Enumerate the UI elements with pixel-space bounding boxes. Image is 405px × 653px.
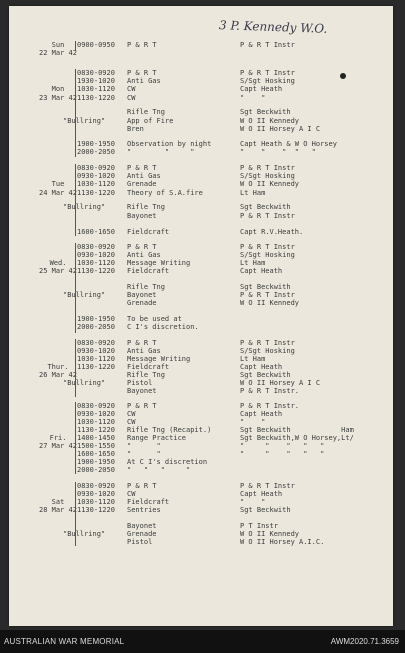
time-slot: 1130-1220 <box>77 363 115 371</box>
subject: CW <box>127 418 136 426</box>
subject: P & R T <box>127 41 157 49</box>
instructor: Capt Heath <box>240 85 283 93</box>
day-label: Mon <box>51 85 65 93</box>
instructor: P & R T Instr. <box>240 387 300 395</box>
time-slot: 2000-2050 <box>77 466 115 474</box>
time-slot: 0830-0920 <box>77 402 115 410</box>
subject: App of Fire <box>127 117 174 125</box>
subject: Fieldcraft <box>127 498 170 506</box>
subject: " " <box>127 450 161 458</box>
instructor: W O II Horsey A.I.C. <box>240 538 325 546</box>
day-label: 26 Mar 42 <box>39 371 77 379</box>
schedule-row <box>9 94 393 103</box>
subject: Pistol <box>127 379 153 387</box>
schedule-row <box>9 189 393 198</box>
schedule-row <box>9 299 393 308</box>
brace-thu <box>75 339 76 397</box>
time-slot: 2000-2050 <box>77 148 115 156</box>
subject: CW <box>127 85 136 93</box>
schedule-row <box>9 203 393 212</box>
subject: Message Writing <box>127 259 191 267</box>
subject: " " " " <box>127 466 191 474</box>
instructor: W O II Kennedy <box>240 180 300 188</box>
subject: Bayonet <box>127 522 157 530</box>
subject: Fieldcraft <box>127 363 170 371</box>
subject: Rifle Tng <box>127 283 165 291</box>
subject: Rifle Tng <box>127 371 165 379</box>
time-slot: 0930-1020 <box>77 490 115 498</box>
instructor: Lt Ham <box>240 355 266 363</box>
subject: Message Writing <box>127 355 191 363</box>
subject: Grenade <box>127 299 157 307</box>
time-slot: 1030-1120 <box>77 355 115 363</box>
time-slot: 1900-1950 <box>77 315 115 323</box>
subject: P & R T <box>127 243 157 251</box>
brace-sun <box>75 41 76 51</box>
subject: Grenade <box>127 530 157 538</box>
instructor: Capt Heath <box>240 490 283 498</box>
instructor: W O II Horsey A I C <box>240 125 321 133</box>
schedule-row <box>9 323 393 332</box>
bullring-label: "Bullring" <box>63 530 106 538</box>
subject: Range Practice <box>127 434 187 442</box>
instructor: P & R T Instr <box>240 69 295 77</box>
day-label: 25 Mar 42 <box>39 267 77 275</box>
subject: Fieldcraft <box>127 228 170 236</box>
instructor: P & R T Instr <box>240 212 295 220</box>
subject: Rifle Tng <box>127 203 165 211</box>
time-slot: 1400-1450 <box>77 434 115 442</box>
subject: Anti Gas <box>127 77 161 85</box>
instructor: P & R T Instr <box>240 243 295 251</box>
instructor: P & R T Instr. <box>240 402 300 410</box>
subject: Bren <box>127 125 144 133</box>
instructor: " " <box>240 94 266 102</box>
day-label: 28 Mar 42 <box>39 506 77 514</box>
time-slot: 1130-1220 <box>77 189 115 197</box>
subject: CW <box>127 490 136 498</box>
instructor: Sgt Beckwith <box>240 283 291 291</box>
subject: To be used at <box>127 315 182 323</box>
instructor: Capt Heath <box>240 267 283 275</box>
time-slot: 0830-0920 <box>77 339 115 347</box>
time-slot: 1500-1550 <box>77 442 115 450</box>
time-slot: 1900-1950 <box>77 140 115 148</box>
schedule-row <box>9 228 393 237</box>
schedule-row <box>9 148 393 157</box>
subject: Anti Gas <box>127 347 161 355</box>
instructor: P & R T Instr <box>240 41 295 49</box>
day-label: Tue <box>51 180 65 188</box>
subject: Observation by night <box>127 140 212 148</box>
instructor: P & R T Instr <box>240 291 295 299</box>
subject: P & R T <box>127 339 157 347</box>
subject: Anti Gas <box>127 251 161 259</box>
time-slot: 0830-0920 <box>77 69 115 77</box>
instructor: " " " " " <box>240 148 316 156</box>
time-slot: 0930-1020 <box>77 410 115 418</box>
time-slot: 1130-1220 <box>77 506 115 514</box>
instructor: P & R T Instr <box>240 164 295 172</box>
subject: At C I's discretion <box>127 458 208 466</box>
schedule-row <box>9 49 393 58</box>
bullring-label: "Bullring" <box>63 203 106 211</box>
instructor: Sgt Beckwith <box>240 203 291 211</box>
brace-sat <box>75 482 76 546</box>
subject: Bayonet <box>127 212 157 220</box>
subject: Rifle Tng <box>127 108 165 116</box>
instructor: Capt R.V.Heath. <box>240 228 304 236</box>
subject: Theory of S.A.fire <box>127 189 203 197</box>
handwritten-note: 3 P. Kennedy W.O. <box>218 18 328 36</box>
time-slot: 1030-1120 <box>77 180 115 188</box>
time-slot: 1130-1220 <box>77 426 115 434</box>
day-label: 24 Mar 42 <box>39 189 77 197</box>
day-label: Thur. <box>47 363 69 371</box>
instructor: P & R T Instr <box>240 339 295 347</box>
instructor: Sgt Beckwith <box>240 371 291 379</box>
instructor: " " " " " <box>240 442 325 450</box>
instructor: W O II Kennedy <box>240 117 300 125</box>
archive-reference: AWM2020.71.3659 <box>330 637 399 646</box>
schedule-row <box>9 506 393 515</box>
subject: " " <box>127 442 161 450</box>
brace-mon <box>75 69 76 157</box>
subject: Fieldcraft <box>127 267 170 275</box>
day-label: 27 Mar 42 <box>39 442 77 450</box>
instructor: Sgt Beckwith Ham <box>240 426 354 434</box>
instructor: Sgt Beckwith <box>240 506 291 514</box>
bullring-label: "Bullring" <box>63 117 106 125</box>
subject: C I's discretion. <box>127 323 199 331</box>
instructor: Capt Heath <box>240 363 283 371</box>
day-label: Sun <box>51 41 65 49</box>
instructor: W O II Horsey A I C <box>240 379 321 387</box>
time-slot: 1600-1650 <box>77 450 115 458</box>
instructor: Sgt Beckwith,W O Horsey,Lt/ <box>240 434 354 442</box>
subject: P & R T <box>127 402 157 410</box>
subject: P & R T <box>127 164 157 172</box>
time-slot: 0900-0950 <box>77 41 115 49</box>
day-label: Wed. <box>49 259 67 267</box>
schedule-row <box>9 466 393 475</box>
schedule-row <box>9 212 393 221</box>
time-slot: 1130-1220 <box>77 267 115 275</box>
schedule-row <box>9 85 393 94</box>
subject: Bayonet <box>127 387 157 395</box>
time-slot: 0830-0920 <box>77 164 115 172</box>
time-slot: 0830-0920 <box>77 243 115 251</box>
time-slot: 1900-1950 <box>77 458 115 466</box>
subject: Anti Gas <box>127 172 161 180</box>
instructor: Capt Heath & W O Horsey <box>240 140 337 148</box>
document-page <box>9 6 393 626</box>
instructor: W O II Kennedy <box>240 530 300 538</box>
instructor: " " " " " <box>240 450 325 458</box>
schedule-row <box>9 267 393 276</box>
time-slot: 1030-1120 <box>77 418 115 426</box>
time-slot: 1030-1120 <box>77 85 115 93</box>
day-label: 22 Mar 42 <box>39 49 77 57</box>
bullring-label: "Bullring" <box>63 379 106 387</box>
subject: CW <box>127 410 136 418</box>
schedule-row <box>9 538 393 547</box>
schedule-row <box>9 108 393 117</box>
subject: Bayonet <box>127 291 157 299</box>
time-slot: 0830-0920 <box>77 482 115 490</box>
instructor: Capt Heath <box>240 410 283 418</box>
archive-name: AUSTRALIAN WAR MEMORIAL <box>4 637 125 646</box>
time-slot: 1030-1120 <box>77 498 115 506</box>
day-label: Sat <box>51 498 65 506</box>
instructor: " " <box>240 418 266 426</box>
subject: " " " <box>127 148 195 156</box>
instructor: S/Sgt Hosking <box>240 347 295 355</box>
instructor: S/Sgt Hosking <box>240 251 295 259</box>
time-slot: 2000-2050 <box>77 323 115 331</box>
instructor: W O II Kennedy <box>240 299 300 307</box>
instructor: S/Sgt Hosking <box>240 172 295 180</box>
schedule-row <box>9 387 393 396</box>
subject: P & R T <box>127 482 157 490</box>
time-slot: 1130-1220 <box>77 94 115 102</box>
instructor: P T Instr <box>240 522 278 530</box>
subject: Rifle Tng (Recapit.) <box>127 426 212 434</box>
bullring-label: "Bullring" <box>63 291 106 299</box>
subject: Grenade <box>127 180 157 188</box>
instructor: " " <box>240 498 266 506</box>
instructor: P & R T Instr <box>240 482 295 490</box>
time-slot: 0930-1020 <box>77 251 115 259</box>
time-slot: 0930-1020 <box>77 347 115 355</box>
schedule-row <box>9 125 393 134</box>
subject: Pistol <box>127 538 153 546</box>
brace-fri <box>75 402 76 474</box>
subject: P & R T <box>127 69 157 77</box>
time-slot: 1030-1120 <box>77 259 115 267</box>
subject: Sentries <box>127 506 161 514</box>
brace-wed <box>75 243 76 333</box>
archive-footer <box>0 630 405 653</box>
schedule-row <box>9 180 393 189</box>
brace-tue <box>75 164 76 236</box>
instructor: Lt Ham <box>240 189 266 197</box>
instructor: Sgt Beckwith <box>240 108 291 116</box>
time-slot: 1600-1650 <box>77 228 115 236</box>
instructor: Lt Ham <box>240 259 266 267</box>
time-slot: 0930-1020 <box>77 172 115 180</box>
day-label: 23 Mar 42 <box>39 94 77 102</box>
subject: CW <box>127 94 136 102</box>
time-slot: 1930-1020 <box>77 77 115 85</box>
day-label: Fri. <box>49 434 67 442</box>
instructor: S/Sgt Hosking <box>240 77 295 85</box>
